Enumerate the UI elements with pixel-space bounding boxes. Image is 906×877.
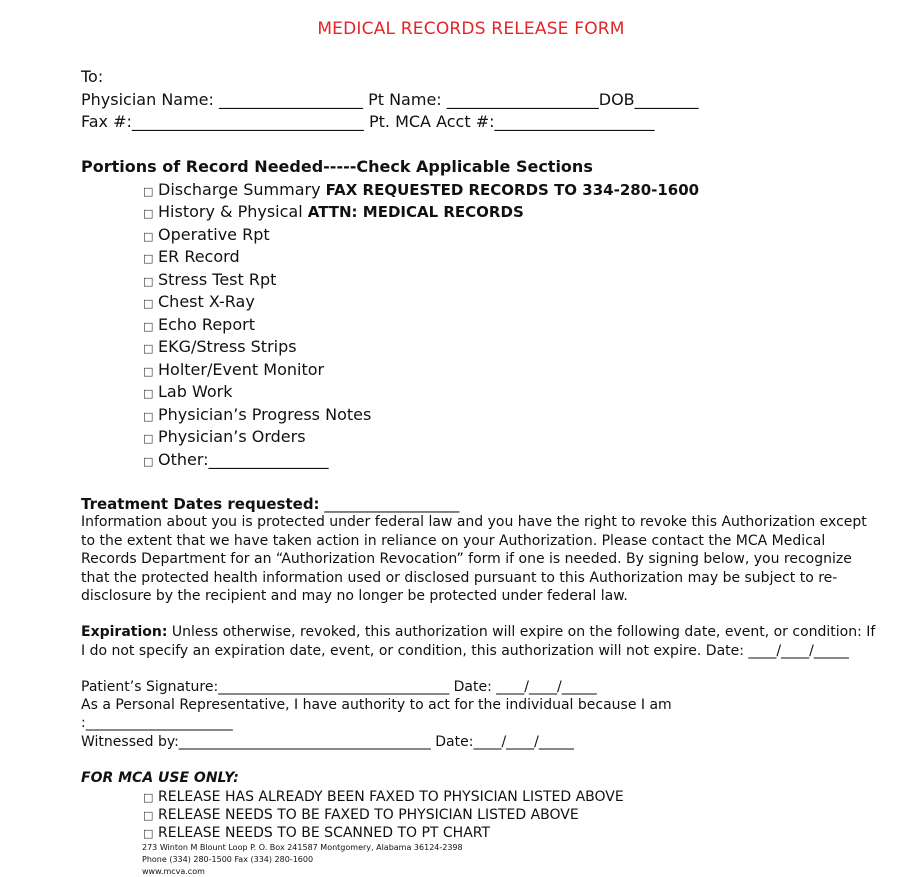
footer-phone: Phone (334) 280-1500 Fax (334) 280-1600 <box>142 855 314 864</box>
portion-item[interactable] <box>143 360 324 379</box>
portion-item[interactable] <box>143 315 255 334</box>
portion-label: Physician’s Progress Notes <box>158 405 372 424</box>
checkbox-icon[interactable]: □ <box>143 230 154 243</box>
mca-item-label: RELEASE HAS ALREADY BEEN FAXED TO PHYSICIAN LISTED ABOVE <box>158 789 624 805</box>
portion-label: Echo Report <box>158 315 255 334</box>
portion-item[interactable] <box>143 427 306 446</box>
portion-label: Holter/Event Monitor <box>158 360 325 379</box>
mca-use-heading: FOR MCA USE ONLY: <box>81 770 239 786</box>
portion-item[interactable] <box>143 292 255 311</box>
checkbox-icon[interactable]: □ <box>143 387 154 400</box>
portion-label: Lab Work <box>158 382 233 401</box>
checkbox-icon[interactable]: □ <box>143 432 154 445</box>
checkbox-icon[interactable]: □ <box>143 365 154 378</box>
portion-label: Discharge Summary <box>158 180 321 199</box>
treatment-blank[interactable]: __________________ <box>324 495 460 513</box>
fax-note: FAX REQUESTED RECORDS TO 334-280-1600 <box>325 181 700 199</box>
representative-text: As a Personal Representative, I have authority to act for the individual because I am <box>81 697 672 713</box>
expiration-paragraph <box>81 623 881 660</box>
portion-item[interactable] <box>143 450 329 469</box>
mca-item-label: RELEASE NEEDS TO BE SCANNED TO PT CHART <box>158 825 491 841</box>
physician-name-line[interactable]: Physician Name: __________________ Pt Name: ___________________DOB________ <box>81 90 699 109</box>
portion-item[interactable] <box>143 202 524 221</box>
checkbox-icon[interactable]: □ <box>143 207 154 220</box>
checkbox-icon[interactable]: □ <box>143 455 154 468</box>
portion-label: Operative Rpt <box>158 225 270 244</box>
portion-item[interactable] <box>143 225 270 244</box>
portion-label: Chest X-Ray <box>158 292 255 311</box>
checkbox-icon[interactable]: □ <box>143 320 154 333</box>
checkbox-icon[interactable]: □ <box>143 809 154 822</box>
portion-item[interactable] <box>143 382 232 401</box>
checkbox-icon[interactable]: □ <box>143 791 154 804</box>
attn-note: ATTN: MEDICAL RECORDS <box>307 203 524 221</box>
checkbox-icon[interactable]: □ <box>143 342 154 355</box>
checkbox-icon[interactable]: □ <box>143 252 154 265</box>
portion-label: ER Record <box>158 247 240 266</box>
checkbox-icon[interactable]: □ <box>143 185 154 198</box>
footer-web[interactable]: www.mcva.com <box>142 867 205 876</box>
to-label: To: <box>81 67 104 86</box>
representative-blank[interactable]: :_____________________ <box>81 715 233 731</box>
portion-item[interactable] <box>143 270 276 289</box>
checkbox-icon[interactable]: □ <box>143 827 154 840</box>
footer-address: 273 Winton M Blount Loop P. O. Box 241587 Montgomery, Alabama 36124-2398 <box>142 843 463 852</box>
portions-heading: Portions of Record Needed-----Check Applicable Sections <box>81 157 593 176</box>
portion-item[interactable] <box>143 337 297 356</box>
portion-label: Other:_______________ <box>158 450 329 469</box>
form-title: MEDICAL RECORDS RELEASE FORM <box>317 19 625 39</box>
expiration-text: Unless otherwise, revoked, this authorization will expire on the following date, event, or condition: If I do not specify an expiration date, event, or condition, this authorization will not expire. Date: ____/____/_____ <box>81 624 876 659</box>
portion-label: Stress Test Rpt <box>158 270 277 289</box>
expiration-label: Expiration: <box>81 624 168 640</box>
portion-label: Physician’s Orders <box>158 427 306 446</box>
portion-label: EKG/Stress Strips <box>158 337 297 356</box>
portion-item[interactable] <box>143 247 240 266</box>
fax-line[interactable]: Fax #:_____________________________ Pt. MCA Acct #:____________________ <box>81 112 655 131</box>
treatment-heading: Treatment Dates requested: <box>81 495 320 513</box>
mca-item[interactable] <box>143 825 490 841</box>
privacy-paragraph: Information about you is protected under federal law and you have the right to revoke this Authorization except to the extent that we have taken action in reliance on your Authorization. Please contact the MCA Medical Records Department for an “Authorization Revocation” form if one is needed. By signing below, you recognize that the protected health information used or disclosed pursuant to this Authorization may be subject to re-disclosure by the recipient and may no longer be protected under federal law. <box>81 514 867 604</box>
portion-item[interactable] <box>143 180 699 199</box>
checkbox-icon[interactable]: □ <box>143 275 154 288</box>
mca-item-label: RELEASE NEEDS TO BE FAXED TO PHYSICIAN LISTED ABOVE <box>158 807 579 823</box>
mca-item[interactable] <box>143 789 624 805</box>
checkbox-icon[interactable]: □ <box>143 297 154 310</box>
portion-label: History & Physical <box>158 202 303 221</box>
portion-item[interactable] <box>143 405 371 424</box>
treatment-dates[interactable] <box>81 495 459 513</box>
mca-item[interactable] <box>143 807 579 823</box>
patient-signature-line[interactable]: Patient’s Signature:_________________________________ Date: ____/____/_____ <box>81 679 597 695</box>
witnessed-line[interactable]: Witnessed by:____________________________________ Date:____/____/_____ <box>81 734 574 750</box>
checkbox-icon[interactable]: □ <box>143 410 154 423</box>
